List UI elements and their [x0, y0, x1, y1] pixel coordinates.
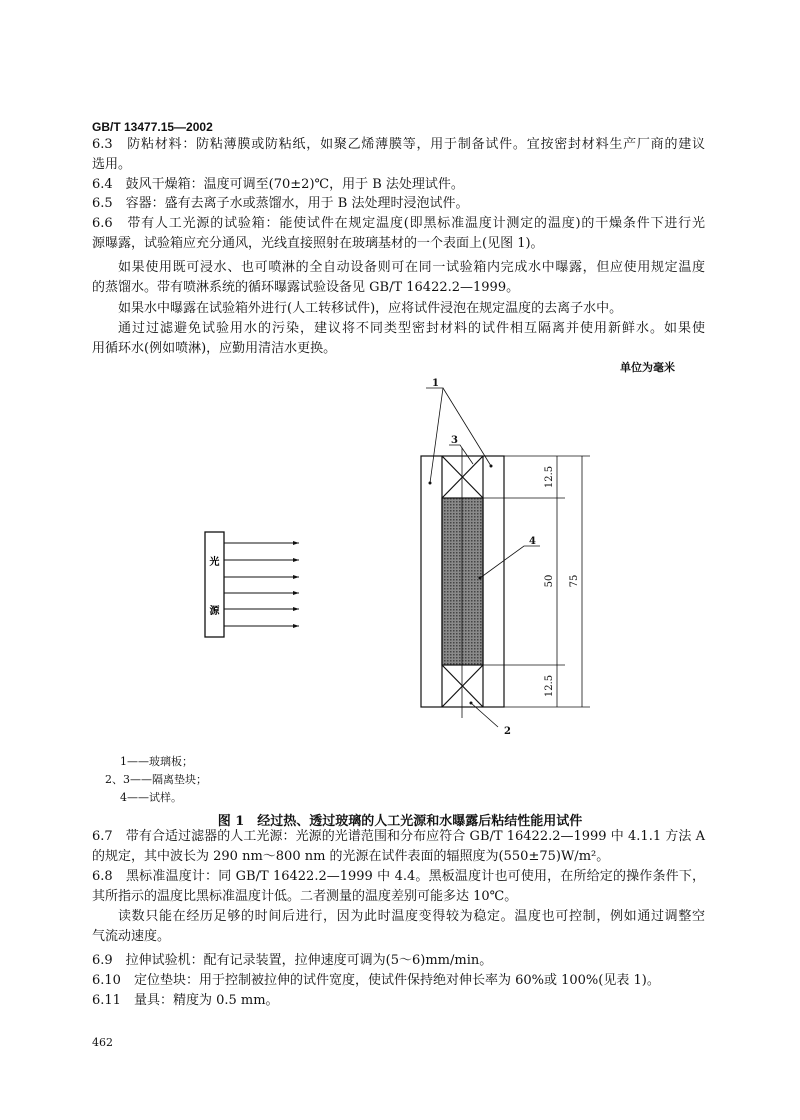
light-rays: [224, 543, 299, 626]
callout-1: 1: [432, 378, 439, 389]
dimension-label-top: 12.5: [544, 465, 555, 489]
paragraph-line: 通过过滤避免试验用水的污染，建议将不同类型密封材料的试件相互隔离并使用新鲜水。如果使: [118, 321, 705, 336]
light-source: [205, 532, 224, 637]
paragraph-line: 读数只能在经历足够的时间后进行，因为此时温度变得较为稳定。温度也可控制，例如通过调整空: [118, 909, 705, 924]
dimension-label-middle: 50: [544, 574, 555, 588]
clause-6-7-line: 6.7 带有合适过滤器的人工光源：光源的光谱范围和分布应符合 GB/T 16422.2—1999 中 4.1.1 方法 A: [92, 829, 705, 844]
clause-6-10: 6.10 定位垫块：用于控制被拉伸的试件宽度，使试件保持绝对伸长率为 60%或 100%(见表 1)。: [92, 973, 660, 988]
specimen: [442, 498, 483, 665]
clause-6-8-line: 6.8 黑标准温度计：同 GB/T 16422.2—1999 中 4.4。黑板温度计也可使用，在所给定的操作条件下，: [92, 869, 705, 884]
clause-6-8-line: 其所指示的温度比黑标准温度计低。二者测量的温度差别可能多达 10℃。: [92, 889, 518, 904]
callout-3: 3: [451, 435, 458, 446]
clause-6-6-line: 源曝露，试验箱应充分通风，光线直接照射在玻璃基材的一个表面上(见图 1)。: [92, 236, 544, 251]
paragraph-line: 的蒸馏水。带有喷淋系统的循环曝露试验设备见 GB/T 16422.2—1999。: [92, 280, 520, 295]
clause-6-5: 6.5 容器：盛有去离子水或蒸馏水，用于 B 法处理时浸泡试件。: [92, 196, 469, 211]
standard-code-header: GB/T 13477.15—2002: [92, 120, 213, 134]
clause-6-3-line: 选用。: [92, 157, 132, 172]
clause-6-7-line: 的规定，其中波长为 290 nm～800 nm 的光源在试件表面的辐照度为(550±75)W/m²。: [92, 849, 610, 864]
figure-caption: 图 1 经过热、透过玻璃的人工光源和水曝露后粘结性能用试件: [217, 814, 583, 829]
paragraph-line: 气流动速度。: [92, 929, 171, 944]
callout-4: 4: [529, 536, 536, 547]
dimension-label-bottom: 12.5: [544, 674, 555, 698]
callout-2: 2: [504, 726, 511, 737]
specimen-assembly: [421, 448, 504, 718]
unit-note: 单位为毫米: [620, 361, 675, 374]
clause-6-3-line: 6.3 防粘材料：防粘薄膜或防粘纸，如聚乙烯薄膜等，用于制备试件。宜按密封材料生产厂商的建议: [92, 137, 705, 152]
paragraph-line: 如果使用既可浸水、也可喷淋的全自动设备则可在同一试验箱内完成水中曝露，但应使用规定温度: [118, 260, 705, 275]
paragraph-line: 用循环水(例如喷淋)，应勤用清洁水更换。: [92, 341, 337, 356]
clause-6-11: 6.11 量具：精度为 0.5 mm。: [92, 993, 279, 1008]
legend-item-1: 1——玻璃板；: [120, 755, 193, 768]
clause-6-4: 6.4 鼓风干燥箱：温度可调至(70±2)℃，用于 B 法处理试件。: [92, 177, 464, 192]
light-source-label: 源: [209, 606, 220, 617]
legend-item-2-3: 2、3——隔离垫块；: [105, 773, 207, 786]
dimension-label-total: 75: [569, 574, 580, 588]
light-source-label: 光: [209, 557, 220, 568]
clause-6-6-line: 6.6 带有人工光源的试验箱：能使试件在规定温度(即黑标准温度计测定的温度)的干燥条件下进行光: [92, 216, 705, 231]
clause-6-9: 6.9 拉伸试验机：配有记录装置，拉伸速度可调为(5～6)mm/min。: [92, 953, 493, 968]
page-number: 462: [92, 1036, 113, 1049]
paragraph-line: 如果水中曝露在试验箱外进行(人工转移试件)，应将试件浸泡在规定温度的去离子水中。: [118, 301, 623, 316]
legend-item-4: 4——试样。: [120, 791, 182, 804]
